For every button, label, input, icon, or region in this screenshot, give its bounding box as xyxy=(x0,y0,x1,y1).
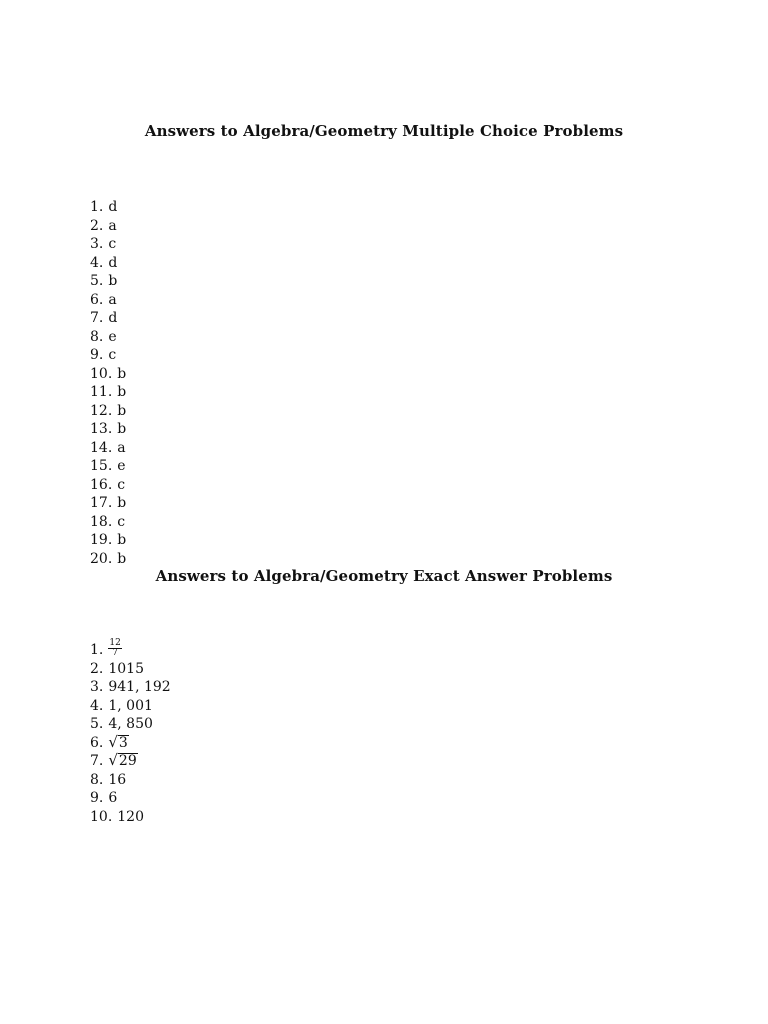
item-number: 1. xyxy=(90,199,104,215)
item-number: 17. xyxy=(90,495,113,511)
item-answer: b xyxy=(117,421,127,437)
item-answer: a xyxy=(117,439,126,456)
item-answer: c xyxy=(117,476,126,493)
item-answer: 6 xyxy=(108,790,118,806)
fraction-numerator: 12 xyxy=(109,638,121,648)
list-item xyxy=(90,513,126,532)
item-number: 5. xyxy=(90,273,104,289)
item-answer: 941, 192 xyxy=(108,679,171,695)
square-root-answer xyxy=(108,732,128,751)
list-item xyxy=(90,439,126,458)
exact-answer-list xyxy=(90,638,171,826)
list-item xyxy=(90,752,171,771)
item-answer: e xyxy=(117,458,126,474)
item-answer: e xyxy=(108,328,117,345)
radicand: 29 xyxy=(118,753,137,769)
list-item xyxy=(90,309,126,328)
item-number: 7. xyxy=(90,310,104,326)
list-item xyxy=(90,383,126,402)
list-item xyxy=(90,715,171,734)
list-item xyxy=(90,291,126,310)
item-number: 10. xyxy=(90,365,113,382)
item-number: 2. xyxy=(90,217,104,234)
item-number: 13. xyxy=(90,421,113,437)
item-number: 8. xyxy=(90,328,104,345)
item-answer: b xyxy=(117,365,127,382)
fraction-answer xyxy=(108,639,121,658)
list-item xyxy=(90,678,171,697)
item-number: 9. xyxy=(90,790,104,806)
item-number: 18. xyxy=(90,513,113,530)
list-item xyxy=(90,550,126,569)
list-item xyxy=(90,365,126,384)
item-number: 4. xyxy=(90,697,104,714)
item-answer: 4, 850 xyxy=(108,716,153,732)
item-number: 15. xyxy=(90,458,113,474)
list-item xyxy=(90,235,126,254)
item-answer: 16 xyxy=(108,771,127,788)
list-item xyxy=(90,272,126,291)
item-answer: d xyxy=(108,199,118,215)
item-number: 14. xyxy=(90,439,113,456)
item-number: 8. xyxy=(90,771,104,788)
radicand: 3 xyxy=(118,734,128,751)
item-number: 9. xyxy=(90,347,104,363)
item-number: 6. xyxy=(90,734,104,751)
fraction-denominator: 7 xyxy=(112,648,118,658)
item-answer: a xyxy=(108,291,117,308)
list-item xyxy=(90,420,126,439)
item-answer: b xyxy=(108,273,118,289)
item-number: 4. xyxy=(90,254,104,271)
item-answer: b xyxy=(117,550,127,567)
item-number: 19. xyxy=(90,532,113,548)
list-item xyxy=(90,660,171,679)
list-item xyxy=(90,638,171,660)
item-number: 10. xyxy=(90,808,113,825)
item-number: 3. xyxy=(90,679,104,695)
list-item xyxy=(90,808,171,827)
item-answer: 120 xyxy=(117,808,144,825)
multiple-choice-heading: Answers to Algebra/Geometry Multiple Choice Problems xyxy=(144,122,624,140)
exact-answer-heading: Answers to Algebra/Geometry Exact Answer Problems xyxy=(155,567,613,585)
item-answer: 1015 xyxy=(108,660,144,677)
list-item xyxy=(90,328,126,347)
item-answer: a xyxy=(108,217,117,234)
item-number: 11. xyxy=(90,384,113,400)
list-item xyxy=(90,457,126,476)
list-item xyxy=(90,217,126,236)
list-item xyxy=(90,697,171,716)
item-number: 3. xyxy=(90,236,104,252)
item-answer: c xyxy=(108,236,117,252)
list-item xyxy=(90,494,126,513)
list-item xyxy=(90,476,126,495)
item-answer: c xyxy=(117,513,126,530)
item-answer: c xyxy=(108,347,117,363)
list-item xyxy=(90,254,126,273)
list-item xyxy=(90,734,171,753)
item-number: 6. xyxy=(90,291,104,308)
list-item xyxy=(90,789,171,808)
list-item xyxy=(90,346,126,365)
multiple-choice-answer-list xyxy=(90,198,126,568)
item-answer: b xyxy=(117,402,127,419)
square-root-answer xyxy=(108,753,137,768)
item-number: 5. xyxy=(90,716,104,732)
item-answer: b xyxy=(117,532,127,548)
item-number: 12. xyxy=(90,402,113,419)
list-item xyxy=(90,402,126,421)
item-answer: d xyxy=(108,310,118,326)
radical-sign-icon: √ xyxy=(108,751,118,769)
item-answer: b xyxy=(117,384,127,400)
item-number: 7. xyxy=(90,753,104,769)
radical-sign-icon: √ xyxy=(108,732,118,751)
item-answer: 1, 001 xyxy=(108,697,153,714)
list-item xyxy=(90,771,171,790)
item-number: 16. xyxy=(90,476,113,493)
item-answer: b xyxy=(117,495,127,511)
item-number: 20. xyxy=(90,550,113,567)
item-answer: d xyxy=(108,254,118,271)
item-number: 1. xyxy=(90,642,104,658)
list-item xyxy=(90,198,126,217)
list-item xyxy=(90,531,126,550)
item-number: 2. xyxy=(90,660,104,677)
